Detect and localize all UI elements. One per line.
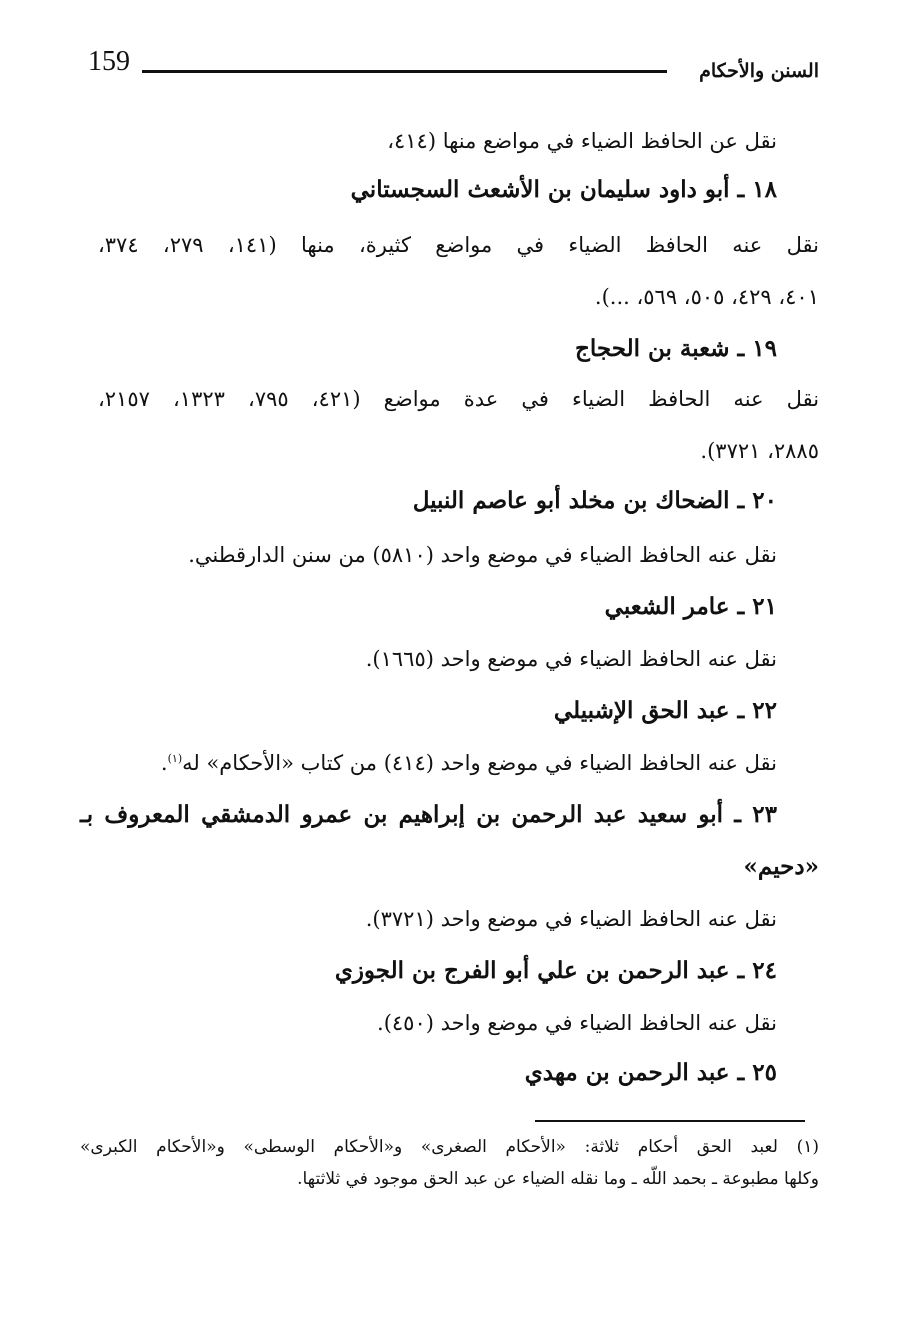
body-line-8 xyxy=(161,748,777,778)
body-line-10: نقل عنه الحافظ الضياء في موضع واحد (٤٥٠). xyxy=(377,1011,777,1035)
body-line-4: نقل عنه الحافظ الضياء في عدة مواضع (٤٢١، ٧٩٥، ١٣٢٣، ٢١٥٧، xyxy=(98,387,820,411)
footnote-line-2: وكلها مطبوعة ـ بحمد اللّه ـ وما نقله الضياء عن عبد الحق موجود في ثلاثتها. xyxy=(297,1169,819,1189)
entry-heading-22: ٢٢ ـ عبد الحق الإشبيلي xyxy=(553,697,777,724)
body-line-6: نقل عنه الحافظ الضياء في موضع واحد (٥٨١٠) من سنن الدارقطني. xyxy=(188,543,777,567)
body-line-9: نقل عنه الحافظ الضياء في موضع واحد (٣٧٢١). xyxy=(365,907,777,931)
entry-heading-19: ١٩ ـ شعبة بن الحجاج xyxy=(575,335,777,362)
footnote-line-1: (١) لعبد الحق أحكام ثلاثة: «الأحكام الصغرى» و«الأحكام الوسطى» و«الأحكام الكبرى» xyxy=(80,1137,819,1157)
header-rule xyxy=(142,70,667,73)
running-title: السنن والأحكام xyxy=(699,60,819,82)
footnote-separator xyxy=(535,1120,805,1122)
entry-heading-23: ٢٣ ـ أبو سعيد عبد الرحمن بن إبراهيم بن عمرو الدمشقي المعروف بـ xyxy=(80,801,777,828)
body-line-7: نقل عنه الحافظ الضياء في موضع واحد (١٦٦٥). xyxy=(365,647,777,671)
footnote-reference[interactable]: (١) xyxy=(167,752,183,765)
page-number: 159 xyxy=(88,46,130,77)
body-line-1: نقل عن الحافظ الضياء في مواضع منها (٤١٤، xyxy=(387,129,777,153)
entry-heading-18: ١٨ ـ أبو داود سليمان بن الأشعث السجستاني xyxy=(350,176,777,203)
body-line-5: ٢٨٨٥، ٣٧٢١). xyxy=(700,439,819,463)
body-line-8-text: نقل عنه الحافظ الضياء في موضع واحد (٤١٤) من كتاب «الأحكام» له xyxy=(182,751,777,775)
body-line-3: ٤٠١، ٤٢٩، ٥٠٥، ٥٦٩، ...). xyxy=(594,285,819,309)
body-line-2: نقل عنه الحافظ الضياء في مواضع كثيرة، منها (١٤١، ٢٧٩، ٣٧٤، xyxy=(98,233,820,257)
body-line-8-end: . xyxy=(160,751,168,775)
entry-heading-23-cont: «دحيم» xyxy=(743,853,819,880)
entry-heading-25: ٢٥ ـ عبد الرحمن بن مهدي xyxy=(524,1059,777,1086)
entry-heading-20: ٢٠ ـ الضحاك بن مخلد أبو عاصم النبيل xyxy=(412,487,777,514)
entry-heading-24: ٢٤ ـ عبد الرحمن بن علي أبو الفرج بن الجوزي xyxy=(334,957,777,984)
entry-heading-21: ٢١ ـ عامر الشعبي xyxy=(604,593,777,620)
